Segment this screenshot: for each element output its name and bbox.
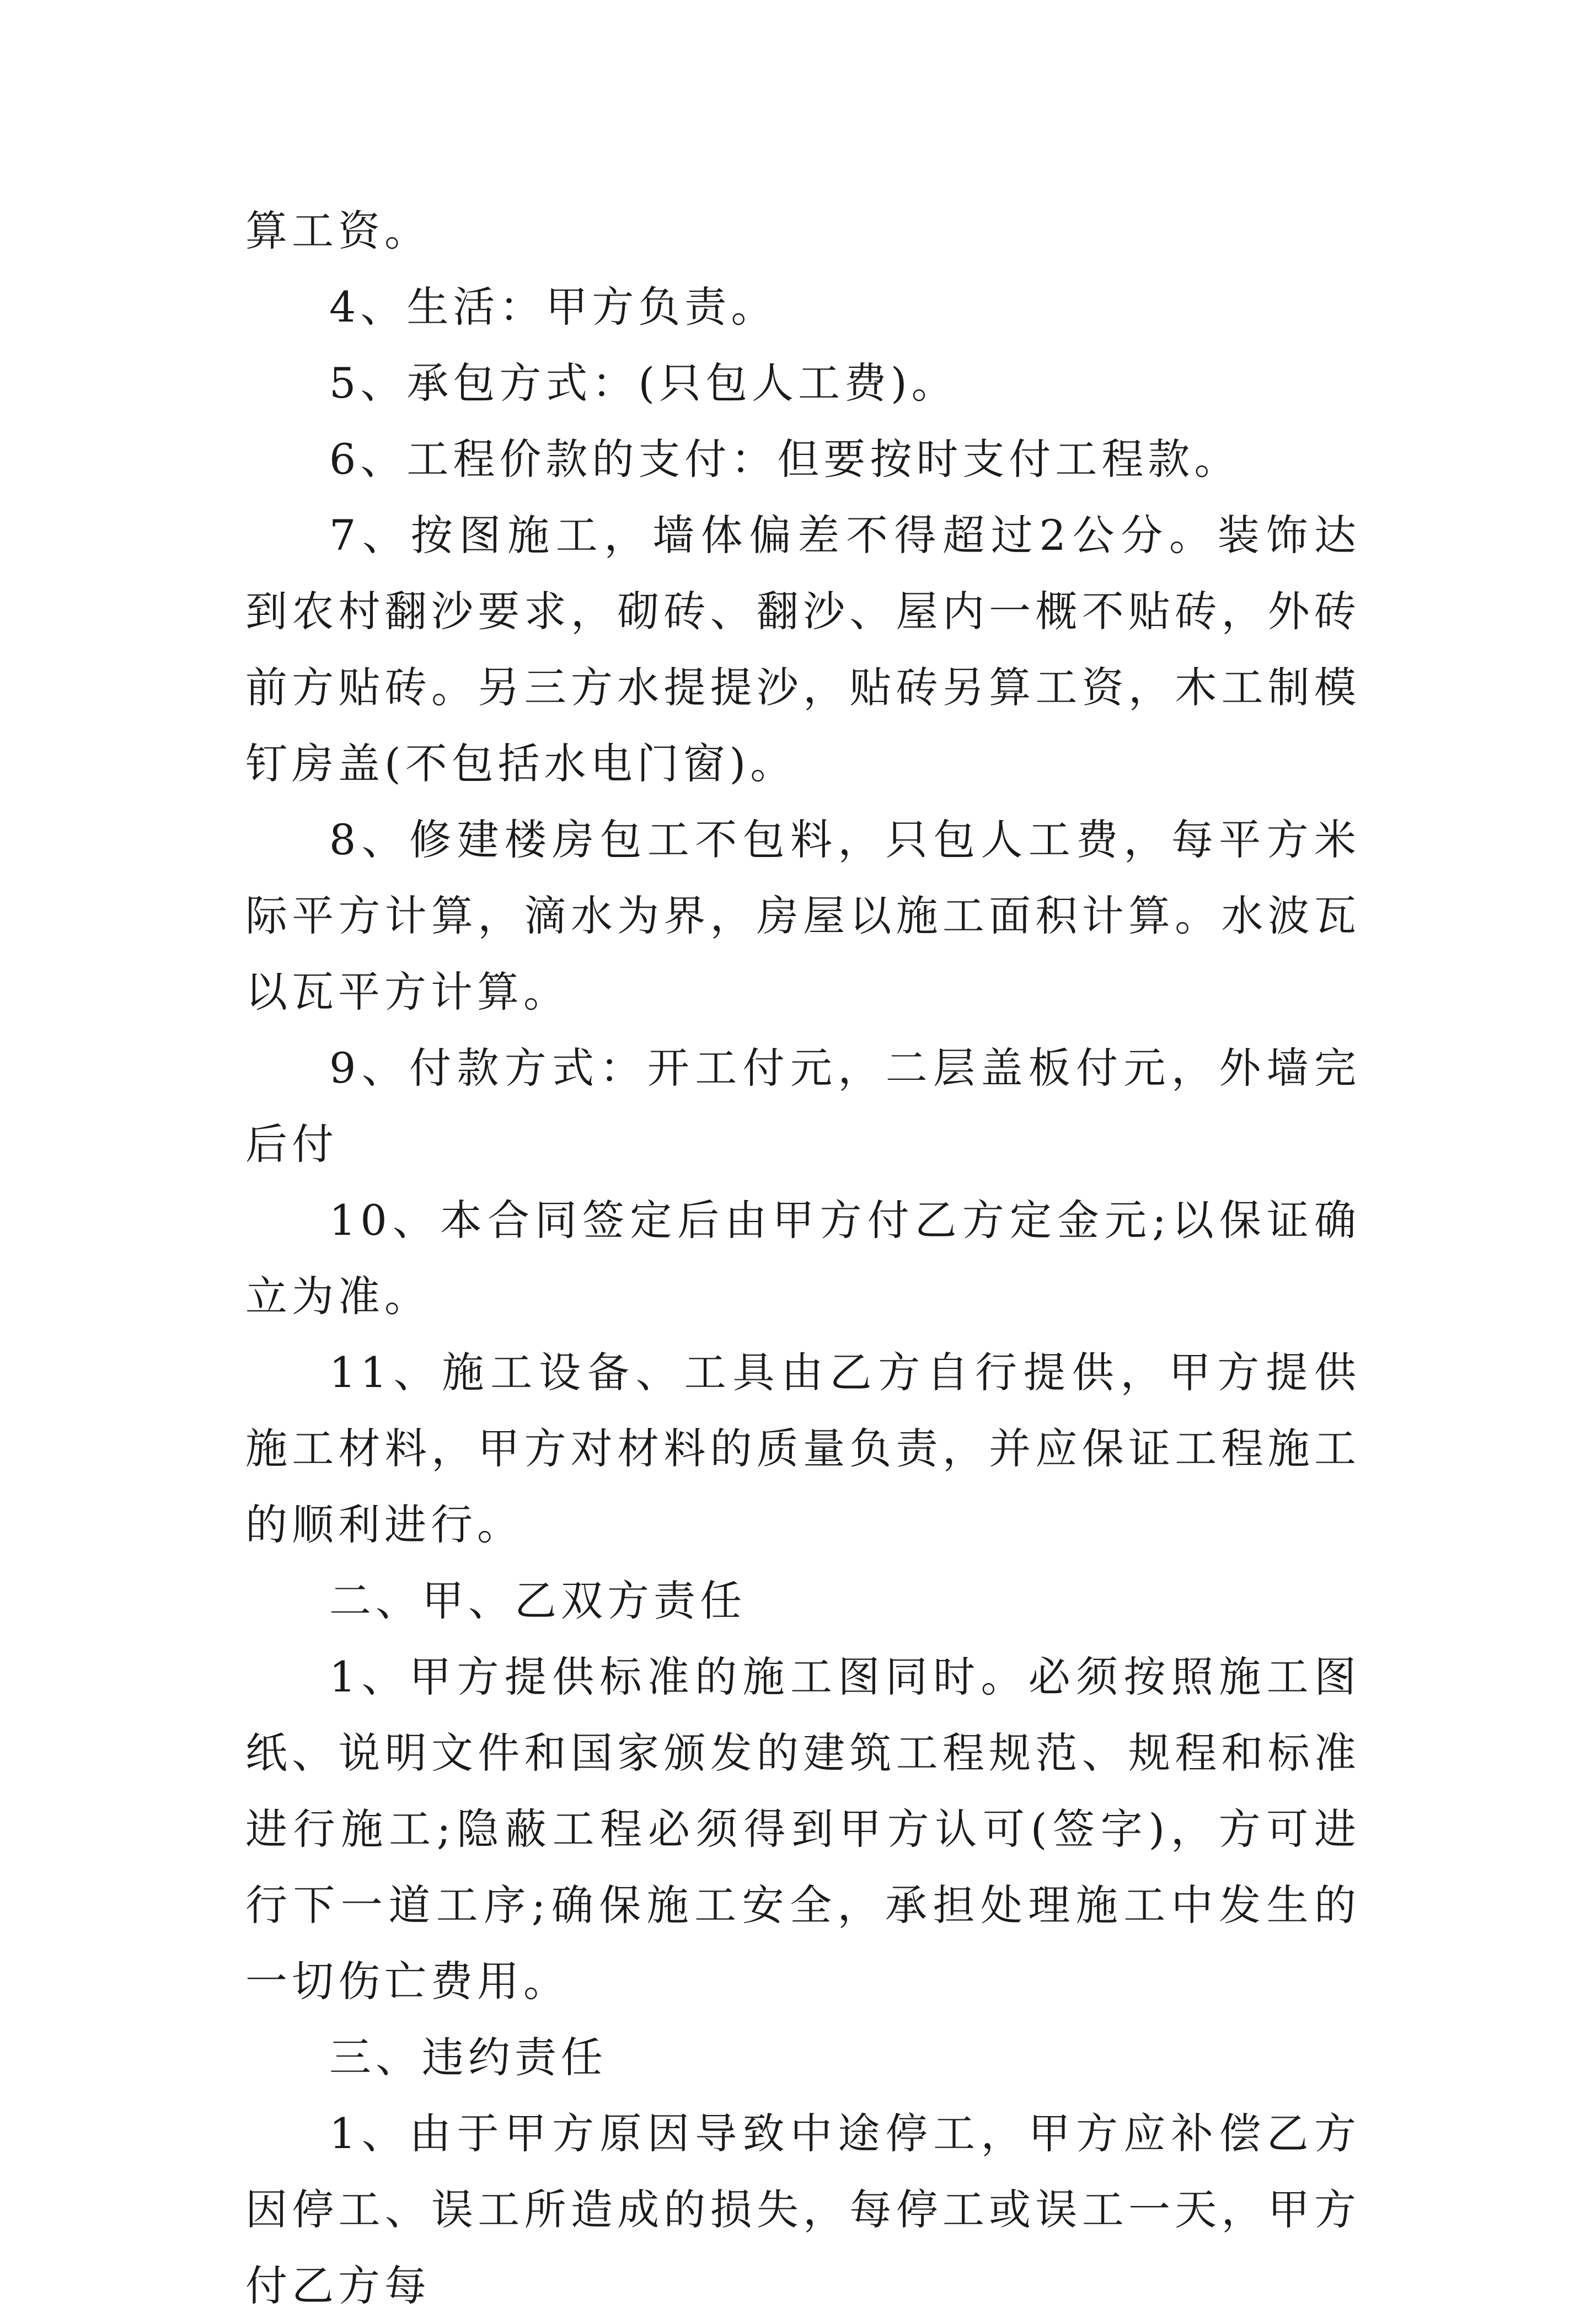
paragraph: 5、承包方式：(只包人工费)。 bbox=[329, 358, 958, 408]
paragraph: 9、付款方式：开工付元，二层盖板付元，外墙完后付 bbox=[245, 1043, 1361, 1169]
paragraph: 7、按图施工，墙体偏差不得超过2公分。装饰达到农村翻沙要求，砌砖、翻沙、屋内一概不贴砖，外砖前方贴砖。另三方水提提沙，贴砖另算工资，木工制模钉房盖(不包括水电门窗)。 bbox=[245, 511, 1361, 788]
document-body bbox=[245, 193, 1361, 2324]
paragraph: 6、工程价款的支付：但要按时支付工程款。 bbox=[329, 435, 1241, 484]
paragraph: 算工资。 bbox=[245, 206, 431, 255]
paragraph: 8、修建楼房包工不包料，只包人工费，每平方米际平方计算，滴水为界，房屋以施工面积计算。水波瓦以瓦平方计算。 bbox=[245, 815, 1361, 1016]
section-heading: 二、甲、乙双方责任 bbox=[329, 1576, 746, 1625]
paragraph: 10、本合同签定后由甲方付乙方定金元;以保证确立为准。 bbox=[245, 1196, 1361, 1321]
paragraph: 11、施工设备、工具由乙方自行提供，甲方提供施工材料，甲方对材料的质量负责，并应保证工程施工的顺利进行。 bbox=[245, 1348, 1361, 1549]
paragraph: 4、生活：甲方负责。 bbox=[329, 282, 778, 331]
paragraph: 1、甲方提供标准的施工图同时。必须按照施工图纸、说明文件和国家颁发的建筑工程规范、规程和标准进行施工;隐蔽工程必须得到甲方认可(签字)，方可进行下一道工序;确保施工安全，承担处理施工中发生的一切伤亡费用。 bbox=[245, 1652, 1361, 2006]
paragraph: 1、由于甲方原因导致中途停工，甲方应补偿乙方因停工、误工所造成的损失，每停工或误工一天，甲方付乙方每 bbox=[245, 2109, 1361, 2310]
section-heading: 三、违约责任 bbox=[329, 2033, 607, 2082]
